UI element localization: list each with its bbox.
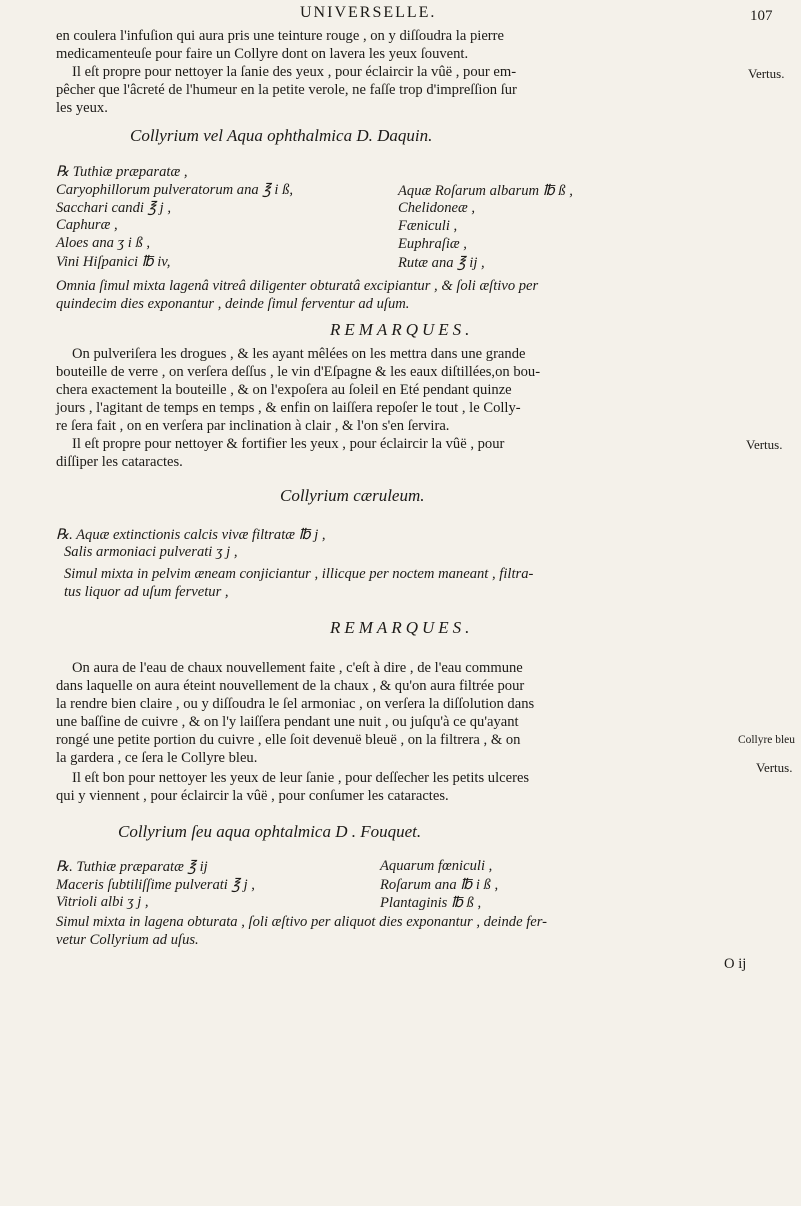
recipe-2-line-2: Salis armoniaci pulverati ʒ j , (64, 544, 238, 560)
margin-note-collyre-bleu: Collyre bleu (738, 734, 795, 746)
recipe-2-line-1: ℞. Aquæ extinctionis calcis vivæ filtratæ ℔ j , (56, 527, 326, 543)
remarques-heading-2: REMARQUES. (330, 618, 474, 637)
recipe-2-line-4: tus liquor ad uſum fervetur , (64, 584, 229, 600)
paragraph-2-line-6: Il eſt propre pour nettoyer & fortifier les yeux , pour éclaircir la vûë , pour (72, 436, 505, 452)
paragraph-2-line-1: On pulveriſera les drogues , & les ayant mêlées on les mettra dans une grande (72, 346, 526, 362)
paragraph-2-line-2: bouteille de verre , on verſera deſſus , le vin d'Eſpagne & les eaux diſtillées,on bou- (56, 364, 541, 380)
paragraph-2-line-4: jours , l'agitant de temps en temps , & enfin on laiſſera repoſer le tout , le Colly- (56, 400, 521, 416)
paragraph-3-line-5: rongé une petite portion du cuivre , elle ſoit devenuë bleuë , on la filtrera , & on (56, 732, 521, 748)
recipe-3-left-1: ℞. Tuthiæ præparatæ ℥ ij (56, 859, 208, 875)
paragraph-1-line-2: medicamenteuſe pour faire un Collyre dont on lavera les yeux ſouvent. (56, 46, 469, 62)
recipe-1-right-2: Chelidoneæ , (398, 200, 476, 216)
recipe-1-left-6: Vini Hiſpanici ℔ iv, (56, 254, 171, 270)
recipe-1-instruction-1: Omnia ſimul mixta lagenâ vitreâ diligenter obturatâ excipiantur , & ſoli æſtivo per (56, 278, 539, 294)
paragraph-3-line-7: Il eſt bon pour nettoyer les yeux de leur ſanie , pour deſſecher les petits ulceres (72, 770, 530, 786)
paragraph-3-line-6: la gardera , ce ſera le Collyre bleu. (56, 750, 258, 766)
page-header (0, 2, 801, 28)
recipe-1-left-2: Caryophillorum pulveratorum ana ℥ i ß, (56, 182, 294, 198)
paragraph-3-line-4: une baſſine de cuivre , & on l'y laiſſera pendant une nuit , ou juſqu'à ce qu'ayant (56, 714, 519, 730)
recipe-2-line-3: Simul mixta in pelvim æneam conjiciantur , illicque per noctem maneant , filtra- (64, 566, 534, 582)
remarques-heading-1: REMARQUES. (330, 320, 474, 339)
recipe-1-instruction-2: quindecim dies exponantur , deinde ſimul ferventur ad uſum. (56, 296, 410, 312)
paragraph-1-line-1: en coulera l'infuſion qui aura pris une teinture rouge , on y diſſoudra la pierre (56, 28, 504, 44)
margin-note-vertus-2: Vertus. (746, 437, 783, 452)
margin-note-vertus-3: Vertus. (756, 760, 793, 775)
recipe-1-left-1: ℞ Tuthiæ præparatæ , (56, 164, 188, 180)
recipe-1-left-3: Sacchari candi ℥ j , (56, 200, 172, 216)
page-number: 107 (750, 8, 773, 24)
section-title-daquin: Collyrium vel Aqua ophthalmica D. Daquin. (130, 126, 433, 145)
paragraph-1-line-3: Il eſt propre pour nettoyer la ſanie des yeux , pour éclaircir la vûë , pour em- (72, 64, 517, 80)
paragraph-3-line-2: dans laquelle on aura éteint nouvellement de la chaux , & qu'on aura filtrée pour (56, 678, 525, 694)
recipe-3-instruction-2: vetur Collyrium ad uſus. (56, 932, 199, 948)
recipe-1-right-1: Aquæ Roſarum albarum ℔ ß , (398, 183, 573, 199)
paragraph-2-line-5: re ſera fait , on en verſera par inclination à clair , & l'on s'en ſervira. (56, 418, 450, 434)
paragraph-3-line-8: qui y viennent , pour éclaircir la vûë , pour conſumer les cataractes. (56, 788, 449, 804)
recipe-1-left-4: Caphuræ , (56, 217, 118, 233)
recipe-1-right-5: Rutæ ana ℥ ij , (398, 255, 485, 271)
margin-note-vertus: Vertus. (748, 66, 785, 81)
recipe-3-left-2: Maceris ſubtiliſſime pulverati ℥ j , (56, 877, 255, 893)
paragraph-2-line-7: diſſiper les cataractes. (56, 454, 183, 470)
recipe-1-right-3: Fæniculi , (398, 218, 458, 234)
signature-mark: O ij (724, 956, 747, 972)
section-title-fouquet: Collyrium ſeu aqua ophtalmica D . Fouquet. (118, 822, 422, 841)
recipe-3-left-3: Vitrioli albi ʒ j , (56, 894, 149, 910)
paragraph-3-line-3: la rendre bien claire , ou y diſſoudra le ſel armoniac , on verſera la diſſolution dans (56, 696, 535, 712)
recipe-3-right-1: Aquarum fœniculi , (380, 858, 493, 874)
recipe-3-right-3: Plantaginis ℔ ß , (380, 895, 482, 911)
section-title-caeruleum: Collyrium cæruleum. (280, 486, 425, 505)
paragraph-1-line-4: pêcher que l'âcreté de l'humeur en la petite verole, ne faſſe trop d'impreſſion ſur (56, 82, 517, 98)
running-head: UNIVERSELLE. (300, 4, 437, 21)
recipe-3-right-2: Roſarum ana ℔ i ß , (380, 877, 499, 893)
paragraph-3-line-1: On aura de l'eau de chaux nouvellement faite , c'eſt à dire , de l'eau commune (72, 660, 523, 676)
recipe-1-right-4: Euphraſiæ , (398, 236, 467, 252)
paragraph-2-line-3: chera exactement la bouteille , & on l'expoſera au ſoleil en Eté pendant quinze (56, 382, 512, 398)
recipe-3-instruction-1: Simul mixta in lagena obturata , ſoli æſtivo per aliquot dies exponantur , deinde fer- (56, 914, 547, 930)
recipe-1-left-5: Aloes ana ʒ i ß , (56, 235, 151, 251)
paragraph-1-line-5: les yeux. (56, 100, 108, 116)
